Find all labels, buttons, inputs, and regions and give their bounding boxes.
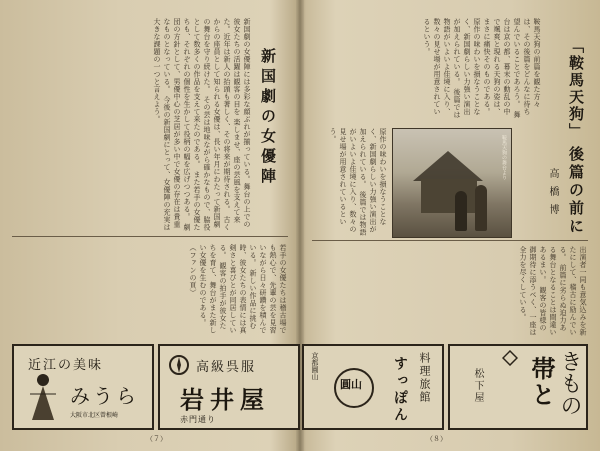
photo-actor (455, 191, 467, 231)
left-article-text-upper (12, 18, 252, 232)
right-text-col: 舞台は京の都、幕末の動乱の中で颯爽と現れる天狗の姿は、まさに痛快そのものである。 (483, 18, 521, 119)
left-text-col: 新国劇の女優陣には多彩な顔ぶれが揃っている。舞台の上での彼女たちの活躍は観客の目を (233, 18, 251, 228)
photo-roof (413, 151, 483, 181)
ad-suppon-name: すっぽん (392, 356, 408, 424)
right-article-text-beside-photo (312, 128, 388, 236)
ad-miura-tagline: 近江の美味 (28, 358, 104, 373)
right-article-text-upper (312, 18, 542, 122)
ad-miura (12, 344, 154, 430)
right-article-title-bracket: 「鞍馬天狗」 (567, 38, 585, 140)
ad-matsushita-name: きもの (557, 350, 582, 416)
left-text-col: 楽しませ、座の芸風を支えて来た。近年は新人の抬頭も著しく、その将来が期待される。 (223, 18, 241, 224)
ad-suppon-label: 料理旅館 (418, 352, 431, 404)
left-article-title: 新国劇の女優陣 (259, 48, 277, 188)
left-text-col: 若手の女優たちは稽古場でも熱心で、先輩の芸を見習いながら日々研鑽を積んでいる。 (249, 244, 287, 334)
left-text-col: 新しい作品に挑む時、彼女たちの表情には真剣さと喜びとが同居している。 (219, 244, 257, 334)
right-text-col: 前篇に劣らぬ迫力ある舞台となることは間違いあるまい。 (539, 246, 567, 336)
ad-suppon-mark: 圓山 (340, 378, 362, 391)
left-text-col: 観客の拍手が彼女たちを育て、舞台がまた新しい女優を生むのである。 (199, 244, 227, 334)
left-article-text-lower (12, 244, 288, 336)
ad-matsushita-label: 帯と (527, 356, 556, 408)
ad-matsushita (448, 344, 588, 430)
ad-miura-name: みうら (70, 384, 139, 408)
ad-suppon (302, 344, 444, 430)
ad-iwai (158, 344, 300, 430)
ad-iwai-label: 高級呉服 (196, 360, 257, 375)
right-divider (312, 240, 588, 241)
photo-house (421, 179, 477, 213)
advertisement-band (12, 344, 588, 430)
left-page-number: （７） (146, 435, 167, 443)
left-text-col: その芸は地味ながら確かなもので、脇役として数多くの作品を支えて来たのである。 (193, 18, 211, 231)
photo-actor (475, 185, 487, 231)
left-text-col: 古くからの座員として知られる女優は、長い年月にわたって新国劇の舞台を守り続けた。 (203, 18, 231, 231)
right-text-col: 出演者一同も意気込みを新たにして、稽古に励んでいる。 (559, 246, 587, 336)
right-article-text-lower (312, 246, 588, 336)
left-divider (12, 236, 288, 237)
ad-iwai-name: 岩井屋 (180, 385, 270, 414)
diamond-crest-icon (502, 350, 518, 366)
left-text-col: （ファンの頁） (189, 244, 197, 297)
left-text-col: 劇団の方針として、男優中心の芝居が多い中で女優の存在は貴重なものとなっている。 (163, 18, 191, 231)
figure-illustration-icon (26, 372, 60, 422)
right-text-col: 観客の皆様の御期待に添うべく、一座は全力を尽くしている。 (519, 246, 547, 336)
article-author: 高橋博 (547, 168, 558, 222)
right-article-title-rest: 後篇の前に (567, 146, 585, 236)
photo-caption: 鞍馬天狗の舞台より (501, 135, 507, 180)
right-text-col: 鞍馬天狗の前篇を観た方々は、その後篇をどんなに待ち望んでいることであろう。 (513, 18, 541, 116)
left-text-col: 今後の新国劇にとって、女優陣の充実は大きな課題の一つと言えよう。 (153, 18, 171, 231)
stage-photo (392, 128, 512, 238)
right-text-col: 後篇では物語がいよいよ佳境に入り、数々の見せ場が用意されているという。 (423, 18, 461, 119)
crest-icon (168, 354, 190, 376)
right-text-col: 原作の味わいを損なうことなく、新国劇らしい力強い演出が加えられている。 (453, 18, 481, 116)
ad-matsushita-shop: 松下屋 (472, 368, 483, 404)
right-text-col: 後篇では物語がいよいよ佳境に入り、数々の見せ場が用意されているという。 (329, 128, 367, 236)
ad-iwai-address: 赤門通り (180, 415, 216, 424)
left-text-col: また若手の女優たちも、それぞれの個性を生かして役柄の幅を広げつつある。 (183, 18, 201, 231)
ad-miura-address: 大阪市北区曾根崎 (70, 412, 119, 419)
right-text-col: 原作の味わいを損なうことなく、新国劇らしい力強い演出が加えられている。 (359, 128, 387, 233)
ad-suppon-address: 京都圓山 (311, 352, 319, 380)
right-page-number: （８） (426, 435, 447, 443)
